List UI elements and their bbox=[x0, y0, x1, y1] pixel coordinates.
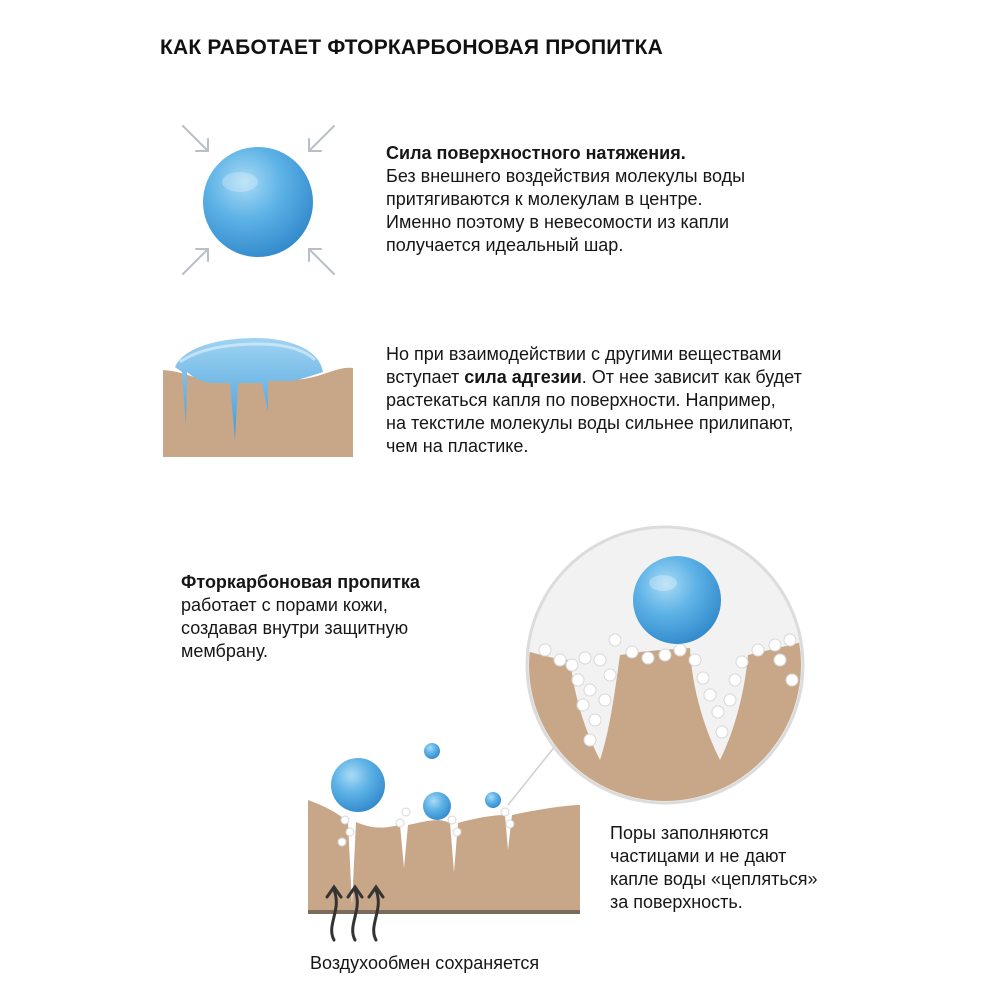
drop-small-right bbox=[485, 792, 501, 808]
text-fragment: . От нее зависит как будет bbox=[581, 367, 802, 387]
text-line: работает с порами кожи, bbox=[181, 595, 388, 615]
zoom-circle bbox=[508, 527, 810, 820]
text-line: капле воды «цепляться» bbox=[610, 869, 818, 889]
text-line: Именно поэтому в невесомости из капли bbox=[386, 212, 730, 232]
text-line: получается идеальный шар. bbox=[386, 235, 624, 255]
drop-medium bbox=[423, 792, 451, 820]
surface-tension-text bbox=[386, 142, 806, 257]
fluorocarbon-text bbox=[181, 571, 461, 663]
text-line: притягиваются к молекулам в центре. bbox=[386, 189, 703, 209]
text-line: Без внешнего воздействия молекулы воды bbox=[386, 166, 746, 186]
adhesion-term: сила адгезии bbox=[464, 367, 582, 387]
text-line: мембрану. bbox=[181, 641, 269, 661]
text-line: растекаться капля по поверхности. Например, bbox=[386, 390, 776, 410]
text-line: Но при взаимодействии с другими веществами bbox=[386, 344, 782, 364]
zoomed-water-drop bbox=[633, 556, 721, 644]
page-title: КАК РАБОТАЕТ ФТОРКАРБОНОВАЯ ПРОПИТКА bbox=[160, 36, 663, 59]
surface-tension-heading: Сила поверхностного натяжения. bbox=[386, 143, 686, 163]
text-line: на текстиле молекулы воды сильнее прилипают, bbox=[386, 413, 794, 433]
adhesion-illustration bbox=[163, 338, 353, 457]
air-exchange-caption: Воздухообмен сохраняется bbox=[310, 953, 540, 973]
drop-small-top bbox=[424, 743, 440, 759]
text-fragment: вступает bbox=[386, 367, 465, 387]
fluorocarbon-heading: Фторкарбоновая пропитка bbox=[181, 572, 420, 592]
adhesion-text bbox=[386, 343, 856, 458]
zoomed-leather bbox=[520, 640, 810, 820]
text-line bbox=[386, 366, 856, 389]
water-drop-sphere bbox=[203, 147, 313, 257]
text-line: за поверхность. bbox=[610, 892, 743, 912]
text-line: создавая внутри защитную bbox=[181, 618, 409, 638]
text-line: частицами и не дают bbox=[610, 846, 787, 866]
surface-tension-illustration bbox=[183, 126, 334, 274]
drop-large bbox=[331, 758, 385, 812]
text-line: чем на пластике. bbox=[386, 436, 529, 456]
pores-text bbox=[610, 822, 860, 914]
leather-cross-section bbox=[308, 743, 580, 940]
text-line: Поры заполняются bbox=[610, 823, 769, 843]
